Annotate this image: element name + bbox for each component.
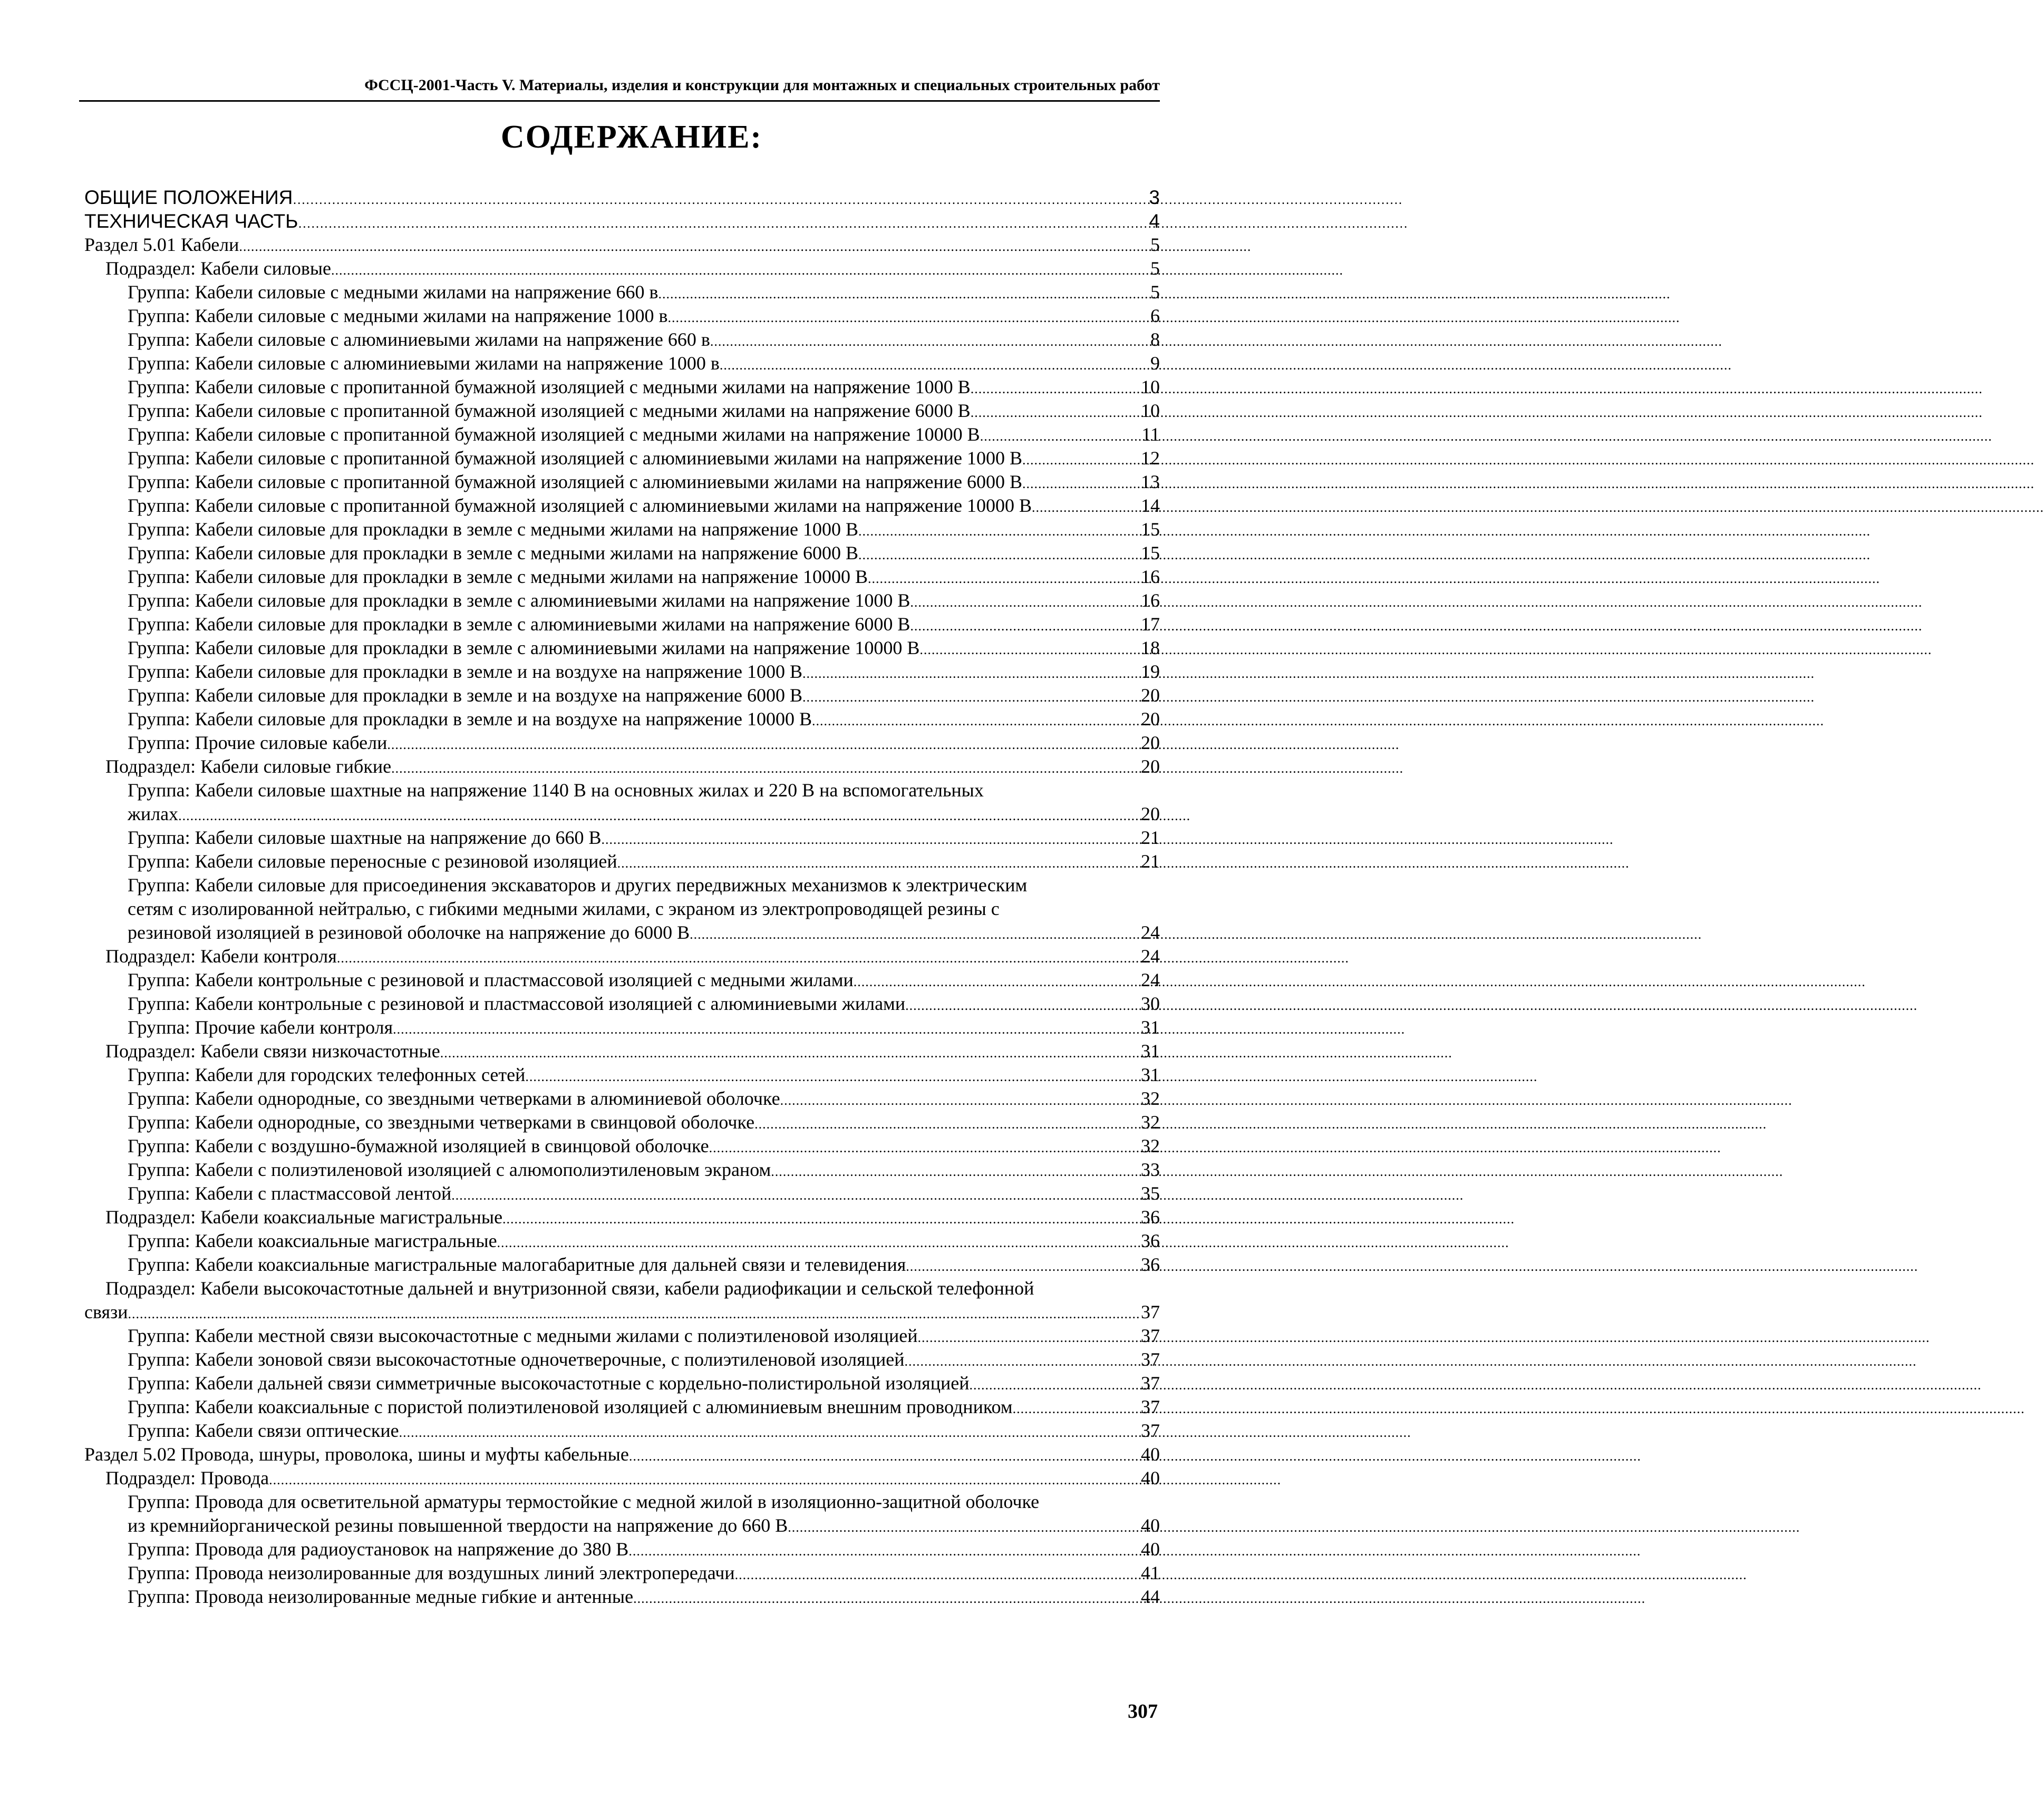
toc-entry-title: Группа: Прочие силовые кабели: [128, 732, 388, 753]
dot-leader: [854, 970, 1141, 994]
toc-entry-page: 9: [1150, 353, 1160, 374]
toc-entry[interactable]: [84, 707, 1160, 731]
toc-entry[interactable]: [84, 731, 1160, 755]
toc-entry-title: Группа: Кабели силовые для прокладки в земле и на воздухе на напряжение 10000 В: [128, 708, 812, 729]
dot-leader: [337, 946, 1141, 970]
dot-leader: [970, 1373, 1141, 1397]
toc-entry-title: Группа: Кабели силовые с алюминиевыми жилами на напряжение 1000 в: [128, 353, 720, 374]
toc-entry-title: Группа: Кабели для городских телефонных сетей: [128, 1064, 526, 1085]
toc-entry-page: 32: [1141, 1112, 1160, 1133]
toc-entry-title: Группа: Кабели силовые с пропитанной бумажной изоляцией с алюминиевыми жилами на напряжение 10000 В: [128, 495, 1032, 516]
dot-leader: [690, 922, 1141, 946]
toc-entry-page: 20: [1141, 732, 1160, 753]
dot-leader: [393, 1017, 1141, 1041]
dot-leader: [788, 1515, 1141, 1539]
toc-entry-page: 36: [1141, 1230, 1160, 1251]
dot-leader: [502, 1207, 1141, 1231]
toc-entry[interactable]: [84, 1324, 1160, 1348]
toc-entry-title: Группа: Кабели силовые для прокладки в земле с медными жилами на напряжение 1000 В: [128, 519, 858, 540]
toc-entry-page: 15: [1141, 542, 1160, 563]
dot-leader: [293, 188, 1149, 211]
dot-leader: [628, 1539, 1141, 1563]
dot-leader: [391, 756, 1141, 780]
toc-entry-title: Группа: Кабели силовые с алюминиевыми жилами на напряжение 660 в: [128, 329, 710, 350]
dot-leader: [178, 804, 1141, 828]
toc-entry-page: 12: [1141, 447, 1160, 469]
toc-entry[interactable]: [84, 1253, 1160, 1277]
toc-entry-title: Группа: Кабели силовые для прокладки в земле с медными жилами на напряжение 6000 В: [128, 542, 858, 563]
toc-entry-page: 10: [1141, 400, 1160, 421]
toc-entry[interactable]: [84, 470, 1160, 494]
toc-entry[interactable]: [84, 399, 1160, 423]
toc-entry-title: Группа: Кабели коаксиальные магистральные: [128, 1230, 497, 1251]
toc-entry[interactable]: [84, 1229, 1160, 1253]
toc-entry[interactable]: [84, 1443, 1160, 1466]
toc-entry-page: 24: [1141, 946, 1160, 967]
toc-entry-title: Группа: Кабели с воздушно-бумажной изоляцией в свинцовой оболочке: [128, 1135, 709, 1156]
dot-leader: [980, 424, 1142, 448]
toc-entry[interactable]: [84, 541, 1160, 565]
toc-entry-title: Подраздел: Провода: [105, 1467, 269, 1488]
dot-leader: [269, 1468, 1141, 1492]
dot-leader: [919, 638, 1141, 661]
toc-entry[interactable]: [84, 1205, 1160, 1229]
toc-entry-title: Подраздел: Кабели коаксиальные магистральные: [105, 1207, 503, 1228]
toc-entry-page: 5: [1150, 258, 1160, 279]
dot-leader: [858, 543, 1141, 567]
dot-leader: [629, 1444, 1141, 1468]
toc-entry-page: 35: [1141, 1183, 1160, 1204]
toc-entry-page: 20: [1141, 685, 1160, 706]
toc-entry-page: 37: [1141, 1325, 1160, 1346]
toc-entry-continued-line: Группа: Провода для осветительной арматуры термостойкие с медной жилой в изоляционно-защитной оболочке: [128, 1491, 1040, 1512]
toc-entry[interactable]: [84, 233, 1160, 257]
toc-entry[interactable]: [84, 968, 1160, 992]
toc-entry[interactable]: [84, 826, 1160, 850]
toc-entry-page: 31: [1141, 1064, 1160, 1085]
dot-leader: [1022, 472, 1141, 495]
header-rule: [79, 100, 1160, 102]
dot-leader: [525, 1065, 1141, 1088]
toc-entry[interactable]: [84, 186, 1160, 209]
dot-leader: [812, 709, 1141, 733]
toc-entry-page: 18: [1141, 637, 1160, 658]
toc-entry-title: Группа: Кабели силовые переносные с резиновой изоляцией: [128, 851, 617, 872]
toc-entry-continued-line: сетям с изолированной нейтралью, с гибкими медными жилами, с экраном из электропроводящей резины с: [128, 898, 1000, 919]
toc-entry-title: Группа: Кабели силовые с пропитанной бумажной изоляцией с медными жилами на напряжение 6000 В: [128, 400, 971, 421]
toc-entry[interactable]: [84, 755, 1160, 779]
toc-entry[interactable]: [84, 660, 1160, 684]
toc-entry-page: 37: [1141, 1420, 1160, 1441]
running-header: ФССЦ-2001-Часть V. Материалы, изделия и конструкции для монтажных и специальных строительных работ: [364, 76, 1160, 94]
toc-entry[interactable]: [84, 1300, 1160, 1324]
toc-entry-title: Группа: Кабели силовые для прокладки в земле с алюминиевыми жилами на напряжение 6000 В: [128, 614, 910, 635]
toc-entry-page: 24: [1141, 969, 1160, 990]
toc-entry-page: 36: [1141, 1254, 1160, 1275]
toc-entry-continued-line: Подраздел: Кабели высокочастотные дальней и внутризонной связи, кабели радиофикации и сельской телефонной: [105, 1278, 1034, 1299]
dot-leader: [904, 1349, 1141, 1373]
toc-entry-title: связи: [84, 1301, 128, 1322]
toc-entry-title: жилах: [128, 803, 179, 824]
dot-leader: [709, 1136, 1141, 1160]
toc-entry[interactable]: [84, 1063, 1160, 1087]
dot-leader: [399, 1420, 1141, 1444]
toc-entry[interactable]: [84, 684, 1160, 707]
dot-leader: [971, 377, 1141, 401]
toc-entry[interactable]: [84, 352, 1160, 375]
toc-entry[interactable]: [84, 1419, 1160, 1443]
toc-entry-title: Подраздел: Кабели контроля: [105, 946, 337, 967]
dot-leader: [239, 235, 1150, 258]
toc-entry-title: Группа: Кабели однородные, со звездными четверками в алюминиевой оболочке: [128, 1088, 780, 1109]
dot-leader: [802, 661, 1141, 685]
toc-entry-page: 33: [1141, 1159, 1160, 1180]
toc-entry-page: 16: [1141, 566, 1160, 587]
toc-entry-page: 4: [1149, 210, 1160, 232]
toc-entry[interactable]: [84, 1561, 1160, 1585]
toc-entry[interactable]: [84, 257, 1160, 280]
toc-entry[interactable]: [84, 612, 1160, 636]
toc-entry-page: 37: [1141, 1301, 1160, 1322]
dot-leader: [658, 282, 1150, 306]
toc-entry-title: Группа: Прочие кабели контроля: [128, 1017, 393, 1038]
toc-entry-title: Группа: Кабели силовые с медными жилами на напряжение 1000 в: [128, 305, 668, 326]
toc-entry-title: Группа: Кабели коаксиальные с пористой полиэтиленовой изоляцией с алюминиевым внешним проводником: [128, 1396, 1013, 1417]
toc-entry[interactable]: [84, 423, 1160, 446]
toc-entry-title: Группа: Кабели силовые с пропитанной бумажной изоляцией с медными жилами на напряжение 1000 В: [128, 376, 971, 397]
toc-entry-page: 32: [1141, 1135, 1160, 1156]
toc-entry-title: Группа: Кабели силовые с пропитанной бумажной изоляцией с алюминиевыми жилами на напряжение 6000 В: [128, 471, 1023, 492]
toc-entry[interactable]: [84, 1087, 1160, 1111]
dot-leader: [1013, 1397, 1141, 1420]
toc-entry[interactable]: [84, 280, 1160, 304]
dot-leader: [440, 1041, 1141, 1065]
toc-entry-title: Группа: Кабели силовые для прокладки в земле и на воздухе на напряжение 1000 В: [128, 661, 803, 682]
toc-entry[interactable]: [84, 1348, 1160, 1371]
toc-entry-continued-line: Группа: Кабели силовые для присоединения экскаваторов и других передвижных механизмов к электрическим: [128, 874, 1028, 896]
toc-entry[interactable]: [84, 1134, 1160, 1158]
toc-entry-title: ОБЩИЕ ПОЛОЖЕНИЯ: [84, 187, 293, 208]
dot-leader: [917, 1326, 1141, 1349]
toc-entry[interactable]: [84, 992, 1160, 1016]
toc-entry-page: 40: [1141, 1444, 1160, 1465]
toc-entry[interactable]: [84, 1585, 1160, 1609]
table-of-contents: [84, 186, 1160, 1609]
toc-entry[interactable]: [84, 921, 1160, 945]
toc-entry[interactable]: [84, 589, 1160, 612]
toc-entry[interactable]: [84, 494, 1160, 518]
toc-entry-page: 44: [1141, 1586, 1160, 1607]
toc-entry-page: 31: [1141, 1017, 1160, 1038]
dot-leader: [802, 685, 1141, 709]
dot-leader: [754, 1112, 1141, 1136]
toc-entry-title: Группа: Кабели силовые с медными жилами на напряжение 660 в: [128, 281, 658, 303]
toc-entry-title: Группа: Кабели силовые для прокладки в земле и на воздухе на напряжение 6000 В: [128, 685, 803, 706]
toc-entry-page: 17: [1141, 614, 1160, 635]
toc-entry-page: 24: [1141, 922, 1160, 943]
toc-entry-title: Подраздел: Кабели связи низкочастотные: [105, 1040, 440, 1062]
toc-entry-title: Группа: Кабели с полиэтиленовой изоляцией с алюмополиэтиленовым экраном: [128, 1159, 771, 1180]
page-number: 307: [1128, 1700, 1158, 1723]
toc-entry-page: 37: [1141, 1349, 1160, 1370]
toc-entry-page: 10: [1141, 376, 1160, 397]
toc-entry-title: Группа: Кабели контрольные с резиновой и пластмассовой изоляцией с медными жилами: [128, 969, 854, 990]
dot-leader: [720, 353, 1150, 377]
toc-entry-title: Группа: Провода неизолированные медные гибкие и антенные: [128, 1586, 634, 1607]
toc-entry[interactable]: [84, 1395, 1160, 1419]
toc-entry-title: Группа: Кабели силовые шахтные на напряжение до 660 В: [128, 827, 602, 848]
dot-leader: [910, 590, 1141, 614]
toc-entry-page: 16: [1141, 590, 1160, 611]
toc-entry[interactable]: [84, 518, 1160, 541]
toc-entry[interactable]: [84, 375, 1160, 399]
dot-leader: [667, 306, 1150, 329]
toc-entry[interactable]: [84, 945, 1160, 968]
toc-entry-page: 36: [1141, 1207, 1160, 1228]
toc-entry[interactable]: [84, 850, 1160, 873]
toc-entry-page: 40: [1141, 1539, 1160, 1560]
toc-entry-page: 37: [1141, 1373, 1160, 1394]
toc-entry-page: 20: [1141, 803, 1160, 824]
toc-entry[interactable]: [84, 1016, 1160, 1039]
dot-leader: [633, 1587, 1141, 1610]
toc-entry-title: Группа: Кабели дальней связи симметричные высокочастотные с кордельно-полистирольной изоляцией: [128, 1373, 970, 1394]
toc-entry-page: 5: [1150, 234, 1160, 255]
toc-entry[interactable]: [84, 636, 1160, 660]
toc-entry-title: Группа: Кабели силовые для прокладки в земле с алюминиевыми жилами на напряжение 1000 В: [128, 590, 910, 611]
toc-entry[interactable]: [84, 1158, 1160, 1182]
toc-entry-title: Подраздел: Кабели силовые гибкие: [105, 756, 392, 777]
dot-leader: [387, 733, 1141, 756]
toc-entry-title: Группа: Провода для радиоустановок на напряжение до 380 В: [128, 1539, 629, 1560]
toc-entry[interactable]: [84, 446, 1160, 470]
toc-entry[interactable]: [84, 802, 1160, 826]
dot-leader: [780, 1088, 1141, 1112]
toc-entry-title: Группа: Кабели силовые для прокладки в земле с медными жилами на напряжение 10000 В: [128, 566, 868, 587]
toc-entry[interactable]: [84, 1538, 1160, 1561]
toc-entry-title: Группа: Провода неизолированные для воздушных линий электропередачи: [128, 1562, 735, 1583]
dot-leader: [128, 1302, 1141, 1326]
toc-entry-title: Группа: Кабели силовые для прокладки в земле с алюминиевыми жилами на напряжение 10000 В: [128, 637, 920, 658]
dot-leader: [858, 519, 1141, 543]
toc-entry-title: Раздел 5.02 Провода, шнуры, проволока, шины и муфты кабельные: [84, 1444, 629, 1465]
toc-entry-page: 11: [1141, 424, 1160, 445]
toc-entry-title: Группа: Кабели с пластмассовой лентой: [128, 1183, 452, 1204]
toc-entry-page: 5: [1150, 281, 1160, 303]
toc-entry[interactable]: [84, 1039, 1160, 1063]
toc-entry-page: 41: [1141, 1562, 1160, 1583]
toc-entry-page: 8: [1150, 329, 1160, 350]
toc-entry-title: Группа: Кабели силовые с пропитанной бумажной изоляцией с медными жилами на напряжение 10000 В: [128, 424, 980, 445]
dot-leader: [906, 1254, 1141, 1278]
toc-entry-page: 6: [1150, 305, 1160, 326]
dot-leader: [910, 614, 1141, 638]
toc-entry[interactable]: [84, 304, 1160, 328]
toc-entry-page: 21: [1141, 827, 1160, 848]
toc-entry-page: 40: [1141, 1515, 1160, 1536]
toc-entry-page: 40: [1141, 1467, 1160, 1488]
dot-leader: [451, 1183, 1141, 1207]
toc-entry-title: из кремнийорганической резины повышенной твердости на напряжение до 660 В: [128, 1515, 788, 1536]
toc-entry-title: Группа: Кабели зоновой связи высокочастотные одночетверочные, с полиэтиленовой изоляцией: [128, 1349, 905, 1370]
dot-leader: [602, 828, 1141, 851]
dot-leader: [905, 994, 1141, 1017]
toc-entry-page: 3: [1149, 187, 1160, 208]
toc-entry-page: 19: [1141, 661, 1160, 682]
dot-leader: [331, 258, 1150, 282]
toc-entry-page: 20: [1141, 756, 1160, 777]
toc-entry[interactable]: [84, 328, 1160, 352]
toc-entry-page: 14: [1141, 495, 1160, 516]
toc-entry-title: ТЕХНИЧЕСКАЯ ЧАСТЬ: [84, 210, 298, 232]
dot-leader: [617, 851, 1141, 875]
toc-entry-title: Раздел 5.01 Кабели: [84, 234, 239, 255]
dot-leader: [771, 1160, 1141, 1183]
toc-entry-title: резиновой изоляцией в резиновой оболочке на напряжение до 6000 В: [128, 922, 690, 943]
toc-entry-title: Группа: Кабели контрольные с резиновой и пластмассовой изоляцией с алюминиевыми жилами: [128, 993, 906, 1014]
dot-leader: [1022, 448, 1141, 472]
toc-entry-continued-line: Группа: Кабели силовые шахтные на напряжение 1140 В на основных жилах и 220 В на вспомогательных: [128, 780, 984, 801]
toc-entry[interactable]: [84, 1182, 1160, 1205]
toc-entry[interactable]: [84, 1111, 1160, 1134]
toc-entry-title: Подраздел: Кабели силовые: [105, 258, 332, 279]
dot-leader: [735, 1563, 1141, 1587]
toc-entry-title: Группа: Кабели связи оптические: [128, 1420, 399, 1441]
toc-entry-title: Группа: Кабели однородные, со звездными четверками в свинцовой оболочке: [128, 1112, 755, 1133]
toc-entry[interactable]: [84, 1371, 1160, 1395]
toc-entry-page: 31: [1141, 1040, 1160, 1062]
dot-leader: [1032, 495, 1141, 519]
toc-entry[interactable]: [84, 565, 1160, 589]
dot-leader: [868, 567, 1141, 590]
dot-leader: [497, 1231, 1141, 1254]
dot-leader: [971, 401, 1141, 424]
toc-entry-page: 37: [1141, 1396, 1160, 1417]
toc-entry[interactable]: [84, 1514, 1160, 1538]
toc-entry-page: 20: [1141, 708, 1160, 729]
dot-leader: [298, 211, 1149, 235]
toc-entry-title: Группа: Кабели силовые с пропитанной бумажной изоляцией с алюминиевыми жилами на напряжение 1000 В: [128, 447, 1023, 469]
toc-entry-page: 30: [1141, 993, 1160, 1014]
toc-entry-title: Группа: Кабели коаксиальные магистральные малогабаритные для дальней связи и телевидения: [128, 1254, 906, 1275]
toc-entry-page: 13: [1141, 471, 1160, 492]
toc-entry[interactable]: [84, 1466, 1160, 1490]
toc-entry-page: 21: [1141, 851, 1160, 872]
toc-entry-page: 32: [1141, 1088, 1160, 1109]
page-title: СОДЕРЖАНИЕ:: [500, 119, 763, 155]
toc-entry-title: Группа: Кабели местной связи высокочастотные с медными жилами с полиэтиленовой изоляцией: [128, 1325, 918, 1346]
dot-leader: [710, 329, 1150, 353]
toc-entry-page: 15: [1141, 519, 1160, 540]
toc-entry[interactable]: [84, 209, 1160, 233]
